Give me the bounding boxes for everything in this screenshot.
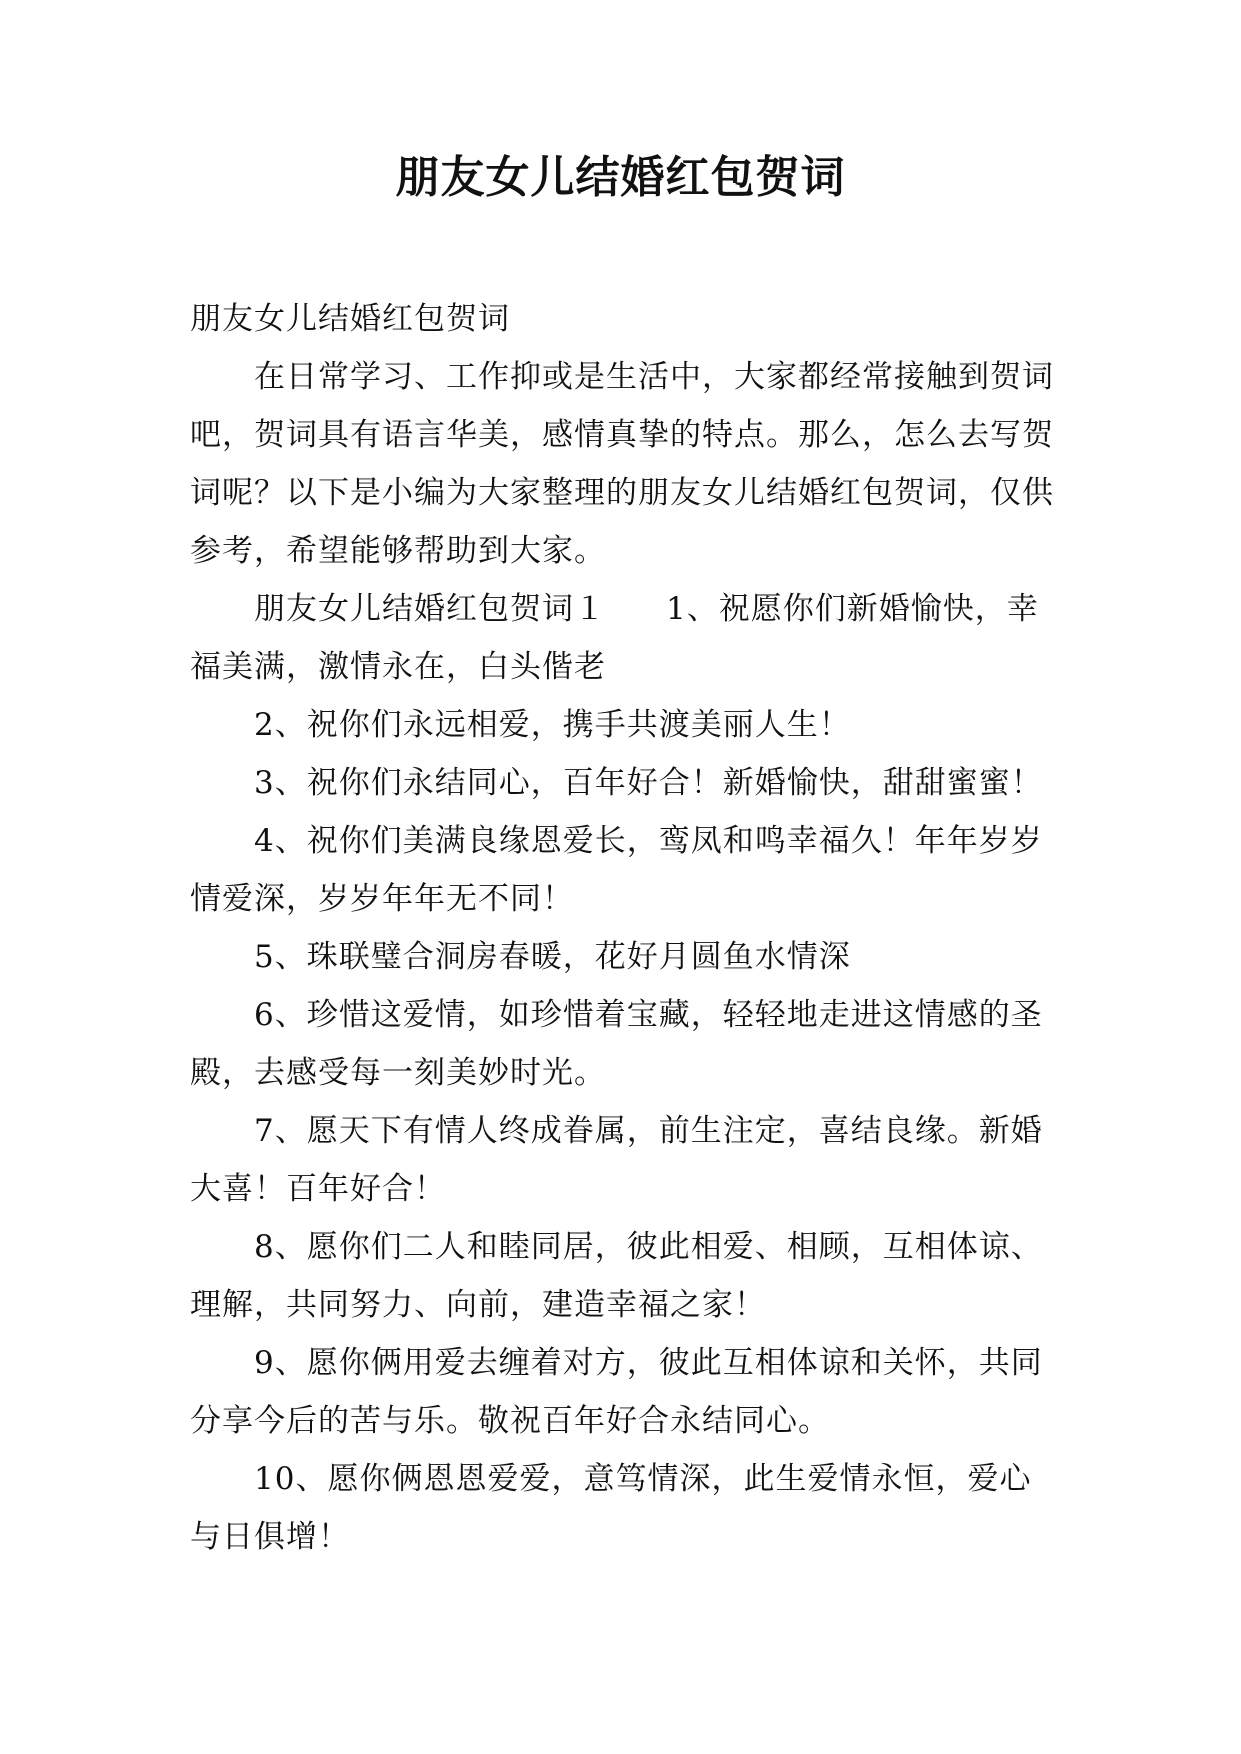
document-title: 朋友女儿结婚红包贺词 <box>395 152 846 203</box>
wish-item-9: 9、愿你俩用爱去缠着对方，彼此互相体谅和关怀，共同分享今后的苦与乐。敬祝百年好合永结同心。 <box>190 1345 1043 1439</box>
wish-item-7: 7、愿天下有情人终成眷属，前生注定，喜结良缘。新婚大喜！百年好合！ <box>190 1113 1043 1207</box>
wish-item-5: 5、珠联璧合洞房春暖，花好月圆鱼水情深 <box>254 939 851 975</box>
wish-item-1: 1、祝愿你们新婚愉快，幸福美满，激情永在，白头偕老 <box>190 591 1039 685</box>
wish-item-10: 10、愿你俩恩恩爱爱，意笃情深，此生爱情永恒，爱心与日俱增！ <box>190 1461 1032 1555</box>
wish-item-4: 4、祝你们美满良缘恩爱长，鸾凤和鸣幸福久！年年岁岁情爱深，岁岁年年无不同！ <box>190 823 1043 917</box>
intro-paragraph: 在日常学习、工作抑或是生活中，大家都经常接触到贺词吧，贺词具有语言华美，感情真挚的特点。那么，怎么去写贺词呢？以下是小编为大家整理的朋友女儿结婚红包贺词，仅供参考，希望能够帮助到大家。 <box>190 359 1054 569</box>
document-subtitle: 朋友女儿结婚红包贺词 <box>190 301 510 337</box>
document-body <box>190 290 1060 1566</box>
wish-item-8: 8、愿你们二人和睦同居，彼此相爱、相顾，互相体谅、理解，共同努力、向前，建造幸福之家！ <box>190 1229 1043 1323</box>
wish-item-3: 3、祝你们永结同心，百年好合！新婚愉快，甜甜蜜蜜！ <box>254 765 1043 801</box>
wish-item-6: 6、珍惜这爱情，如珍惜着宝藏，轻轻地走进这情感的圣殿，去感受每一刻美妙时光。 <box>190 997 1043 1091</box>
section-paragraph <box>190 580 1060 696</box>
section-heading: 朋友女儿结婚红包贺词１ <box>254 591 606 627</box>
wish-item-2: 2、祝你们永远相爱，携手共渡美丽人生！ <box>254 707 851 743</box>
